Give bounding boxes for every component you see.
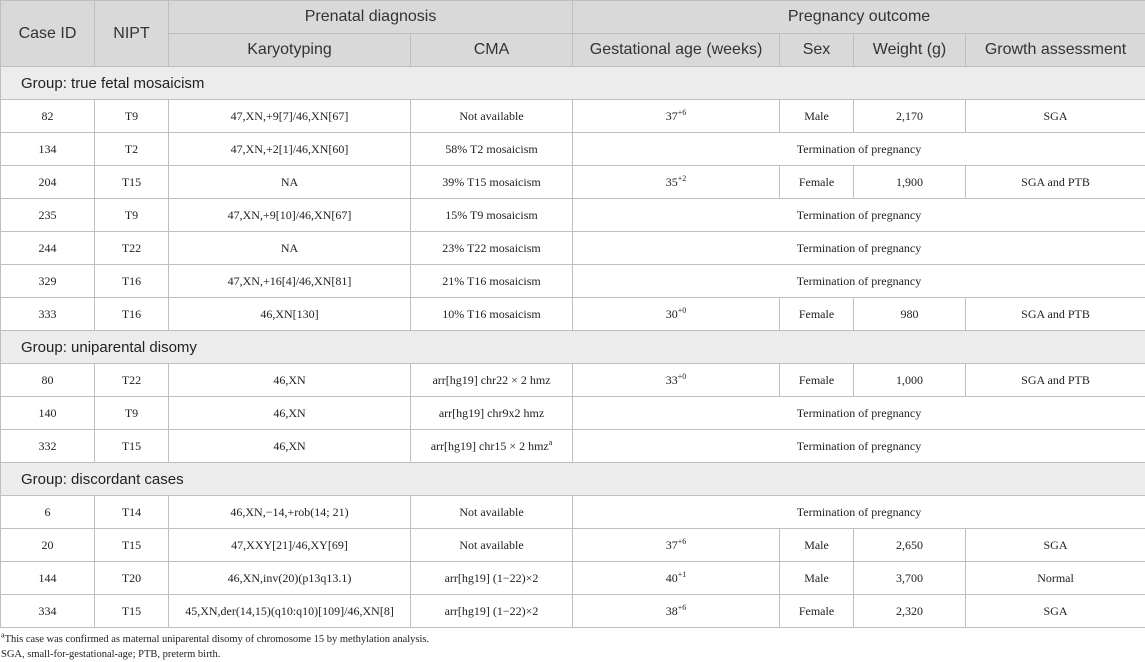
nipt-cell-text: T15 [122, 175, 141, 189]
sex-cell [780, 595, 854, 628]
weight-cell [854, 364, 966, 397]
group-row [1, 67, 1145, 100]
growth-cell [966, 100, 1145, 133]
weight-cell [854, 595, 966, 628]
weight-cell-text: 3,700 [896, 571, 923, 585]
cma-cell-text: 23% T22 mosaicism [442, 241, 540, 255]
karyotyping-cell [169, 298, 411, 331]
karyotyping-cell [169, 595, 411, 628]
footnote-abbreviations: SGA, small-for-gestational-age; PTB, preterm birth. [1, 647, 1145, 662]
table-row [1, 595, 1145, 628]
table-row [1, 100, 1145, 133]
karyotyping-cell-text: 46,XN,−14,+rob(14; 21) [230, 505, 348, 519]
header-karyotyping: Karyotyping [169, 34, 411, 67]
karyotyping-cell-text: NA [281, 241, 298, 255]
outcome-cell-text: Termination of pregnancy [797, 142, 921, 156]
case-id-cell-text: 334 [39, 604, 57, 618]
nipt-cell-text: T15 [122, 538, 141, 552]
case-id-cell-text: 134 [39, 142, 57, 156]
case-id-cell-text: 82 [42, 109, 54, 123]
case-id-cell-text: 140 [39, 406, 57, 420]
case-id-cell [1, 397, 95, 430]
header-pregnancy-outcome: Pregnancy outcome [573, 1, 1145, 34]
gestational-age-cell-text: 37 [666, 109, 678, 123]
karyotyping-cell-text: 46,XN[130] [260, 307, 318, 321]
cma-cell-text: arr[hg19] chr9x2 hmz [439, 406, 544, 420]
cma-cell [411, 364, 573, 397]
footnote-mark: a [1, 631, 5, 640]
weight-cell [854, 529, 966, 562]
sex-cell-text: Male [804, 109, 829, 123]
nipt-cell [95, 298, 169, 331]
gestational-age-cell-superscript: +6 [678, 537, 687, 546]
table-row [1, 133, 1145, 166]
karyotyping-cell [169, 232, 411, 265]
weight-cell-text: 2,170 [896, 109, 923, 123]
karyotyping-cell [169, 166, 411, 199]
karyotyping-cell-text: 46,XN [273, 439, 305, 453]
gestational-age-cell-text: 30 [666, 307, 678, 321]
case-id-cell [1, 166, 95, 199]
nipt-cell [95, 430, 169, 463]
nipt-cell-text: T16 [122, 274, 141, 288]
karyotyping-cell [169, 496, 411, 529]
case-id-cell-text: 332 [39, 439, 57, 453]
nipt-cell-text: T9 [125, 406, 138, 420]
weight-cell-text: 2,320 [896, 604, 923, 618]
outcome-cell-text: Termination of pregnancy [797, 505, 921, 519]
growth-cell-text: SGA [1044, 538, 1068, 552]
group-row [1, 331, 1145, 364]
group-label: Group: discordant cases [1, 463, 1145, 496]
header-sex: Sex [780, 34, 854, 67]
outcome-cell-text: Termination of pregnancy [797, 274, 921, 288]
table-row [1, 529, 1145, 562]
nipt-cell-text: T9 [125, 208, 138, 222]
cma-cell-text: 10% T16 mosaicism [442, 307, 540, 321]
cma-cell [411, 496, 573, 529]
cma-cell-text: arr[hg19] (1−22)×2 [445, 571, 539, 585]
weight-cell [854, 298, 966, 331]
footnote-a-text: This case was confirmed as maternal uniparental disomy of chromosome 15 by methylation analysis. [5, 634, 430, 645]
cma-cell-superscript: a [549, 438, 553, 447]
outcome-cell [573, 199, 1145, 232]
gestational-age-cell-superscript: +1 [678, 570, 687, 579]
case-id-cell-text: 235 [39, 208, 57, 222]
cma-cell-text: arr[hg19] chr15 × 2 hmz [431, 439, 549, 453]
karyotyping-cell [169, 430, 411, 463]
gestational-age-cell [573, 529, 780, 562]
gestational-age-cell [573, 298, 780, 331]
cma-cell [411, 166, 573, 199]
header-cma: CMA [411, 34, 573, 67]
gestational-age-cell-superscript: +0 [678, 372, 687, 381]
outcome-cell-text: Termination of pregnancy [797, 241, 921, 255]
karyotyping-cell [169, 364, 411, 397]
nipt-cell [95, 232, 169, 265]
table-row [1, 364, 1145, 397]
footnote-a [1, 632, 1145, 647]
cma-cell [411, 562, 573, 595]
cma-cell-text: 15% T9 mosaicism [445, 208, 537, 222]
karyotyping-cell-text: NA [281, 175, 298, 189]
karyotyping-cell [169, 562, 411, 595]
case-id-cell [1, 595, 95, 628]
cma-cell [411, 397, 573, 430]
header-prenatal-diagnosis: Prenatal diagnosis [169, 1, 573, 34]
nipt-cell-text: T22 [122, 373, 141, 387]
header-gestational-age: Gestational age (weeks) [573, 34, 780, 67]
outcome-cell [573, 397, 1145, 430]
case-id-cell [1, 298, 95, 331]
karyotyping-cell [169, 133, 411, 166]
nipt-cell-text: T20 [122, 571, 141, 585]
case-id-cell [1, 529, 95, 562]
weight-cell [854, 100, 966, 133]
nipt-cell [95, 100, 169, 133]
nipt-cell [95, 364, 169, 397]
cma-cell [411, 298, 573, 331]
outcome-cell-text: Termination of pregnancy [797, 439, 921, 453]
sex-cell [780, 298, 854, 331]
weight-cell-text: 1,000 [896, 373, 923, 387]
cma-cell-text: arr[hg19] (1−22)×2 [445, 604, 539, 618]
growth-cell [966, 595, 1145, 628]
header-case-id: Case ID [1, 1, 95, 67]
table-row [1, 430, 1145, 463]
cma-cell-text: Not available [459, 538, 523, 552]
growth-cell [966, 529, 1145, 562]
nipt-cell [95, 595, 169, 628]
case-id-cell-text: 80 [42, 373, 54, 387]
gestational-age-cell [573, 100, 780, 133]
outcome-cell [573, 232, 1145, 265]
gestational-age-cell-text: 40 [666, 571, 678, 585]
cma-cell [411, 430, 573, 463]
nipt-cell [95, 265, 169, 298]
table-row [1, 166, 1145, 199]
case-id-cell [1, 232, 95, 265]
karyotyping-cell-text: 47,XN,+16[4]/46,XN[81] [228, 274, 352, 288]
gestational-age-cell-text: 38 [666, 604, 678, 618]
cma-cell [411, 265, 573, 298]
header-nipt: NIPT [95, 1, 169, 67]
case-id-cell-text: 144 [39, 571, 57, 585]
karyotyping-cell-text: 46,XN [273, 373, 305, 387]
gestational-age-cell-superscript: +2 [678, 174, 687, 183]
gestational-age-cell [573, 364, 780, 397]
sex-cell [780, 166, 854, 199]
case-id-cell-text: 204 [39, 175, 57, 189]
weight-cell-text: 2,650 [896, 538, 923, 552]
cma-cell [411, 595, 573, 628]
gestational-age-cell [573, 166, 780, 199]
cma-cell [411, 133, 573, 166]
cma-cell [411, 199, 573, 232]
nipt-cell [95, 496, 169, 529]
karyotyping-cell-text: 47,XN,+2[1]/46,XN[60] [231, 142, 349, 156]
nipt-cell-text: T22 [122, 241, 141, 255]
karyotyping-cell [169, 100, 411, 133]
nipt-cell [95, 133, 169, 166]
sex-cell [780, 529, 854, 562]
weight-cell-text: 980 [901, 307, 919, 321]
nipt-cell [95, 529, 169, 562]
nipt-cell-text: T14 [122, 505, 141, 519]
cma-cell [411, 232, 573, 265]
sex-cell [780, 100, 854, 133]
cma-cell-text: Not available [459, 109, 523, 123]
case-id-cell [1, 265, 95, 298]
karyotyping-cell-text: 45,XN,der(14,15)(q10:q10)[109]/46,XN[8] [185, 604, 394, 618]
cma-cell [411, 529, 573, 562]
outcome-cell-text: Termination of pregnancy [797, 406, 921, 420]
table-row [1, 496, 1145, 529]
header-weight: Weight (g) [854, 34, 966, 67]
gestational-age-cell-text: 33 [666, 373, 678, 387]
karyotyping-cell-text: 47,XXY[21]/46,XY[69] [231, 538, 348, 552]
karyotyping-cell [169, 529, 411, 562]
cma-cell-text: 58% T2 mosaicism [445, 142, 537, 156]
karyotyping-cell-text: 47,XN,+9[7]/46,XN[67] [231, 109, 349, 123]
growth-cell [966, 298, 1145, 331]
case-id-cell [1, 430, 95, 463]
sex-cell-text: Male [804, 571, 829, 585]
case-id-cell-text: 20 [42, 538, 54, 552]
sex-cell [780, 562, 854, 595]
growth-cell [966, 166, 1145, 199]
table-body [1, 67, 1145, 628]
growth-cell-text: SGA and PTB [1021, 373, 1090, 387]
outcome-cell [573, 133, 1145, 166]
nipt-cell [95, 166, 169, 199]
gestational-age-cell [573, 595, 780, 628]
nipt-cell-text: T2 [125, 142, 138, 156]
sex-cell-text: Female [799, 604, 834, 618]
case-id-cell [1, 199, 95, 232]
table-row [1, 199, 1145, 232]
table-row [1, 232, 1145, 265]
table-header [1, 1, 1145, 67]
outcome-cell [573, 265, 1145, 298]
table-row [1, 397, 1145, 430]
growth-cell-text: SGA and PTB [1021, 307, 1090, 321]
sex-cell-text: Female [799, 373, 834, 387]
weight-cell [854, 166, 966, 199]
gestational-age-cell-text: 37 [666, 538, 678, 552]
cma-cell-text: 21% T16 mosaicism [442, 274, 540, 288]
growth-cell-text: SGA [1044, 604, 1068, 618]
karyotyping-cell [169, 199, 411, 232]
gestational-age-cell-superscript: +6 [678, 108, 687, 117]
footnotes [0, 628, 1145, 662]
cma-cell-text: Not available [459, 505, 523, 519]
growth-cell-text: Normal [1037, 571, 1074, 585]
case-id-cell-text: 329 [39, 274, 57, 288]
sex-cell-text: Male [804, 538, 829, 552]
case-id-cell [1, 364, 95, 397]
case-id-cell [1, 496, 95, 529]
karyotyping-cell [169, 265, 411, 298]
karyotyping-cell-text: 47,XN,+9[10]/46,XN[67] [228, 208, 352, 222]
gestational-age-cell-text: 35 [666, 175, 678, 189]
sex-cell-text: Female [799, 307, 834, 321]
weight-cell [854, 562, 966, 595]
karyotyping-cell [169, 397, 411, 430]
growth-cell [966, 364, 1145, 397]
group-label: Group: uniparental disomy [1, 331, 1145, 364]
gestational-age-cell-superscript: +6 [678, 603, 687, 612]
case-id-cell-text: 6 [45, 505, 51, 519]
sex-cell [780, 364, 854, 397]
nipt-cell [95, 397, 169, 430]
karyotyping-cell-text: 46,XN,inv(20)(p13q13.1) [228, 571, 352, 585]
cma-cell-text: 39% T15 mosaicism [442, 175, 540, 189]
nipt-cell-text: T9 [125, 109, 138, 123]
sex-cell-text: Female [799, 175, 834, 189]
weight-cell-text: 1,900 [896, 175, 923, 189]
growth-cell [966, 562, 1145, 595]
nipt-cell [95, 562, 169, 595]
table-row [1, 265, 1145, 298]
growth-cell-text: SGA and PTB [1021, 175, 1090, 189]
case-id-cell-text: 244 [39, 241, 57, 255]
case-id-cell [1, 562, 95, 595]
growth-cell-text: SGA [1044, 109, 1068, 123]
group-label: Group: true fetal mosaicism [1, 67, 1145, 100]
table-row [1, 562, 1145, 595]
outcome-cell [573, 430, 1145, 463]
nipt-cell-text: T15 [122, 604, 141, 618]
gestational-age-cell-superscript: +0 [678, 306, 687, 315]
karyotyping-cell-text: 46,XN [273, 406, 305, 420]
outcome-cell-text: Termination of pregnancy [797, 208, 921, 222]
nipt-cell-text: T16 [122, 307, 141, 321]
nipt-cell [95, 199, 169, 232]
outcome-cell [573, 496, 1145, 529]
cma-cell-text: arr[hg19] chr22 × 2 hmz [432, 373, 550, 387]
table-row [1, 298, 1145, 331]
cma-cell [411, 100, 573, 133]
case-id-cell [1, 100, 95, 133]
nipt-cell-text: T15 [122, 439, 141, 453]
gestational-age-cell [573, 562, 780, 595]
header-growth: Growth assessment [966, 34, 1145, 67]
case-id-cell-text: 333 [39, 307, 57, 321]
case-id-cell [1, 133, 95, 166]
group-row [1, 463, 1145, 496]
